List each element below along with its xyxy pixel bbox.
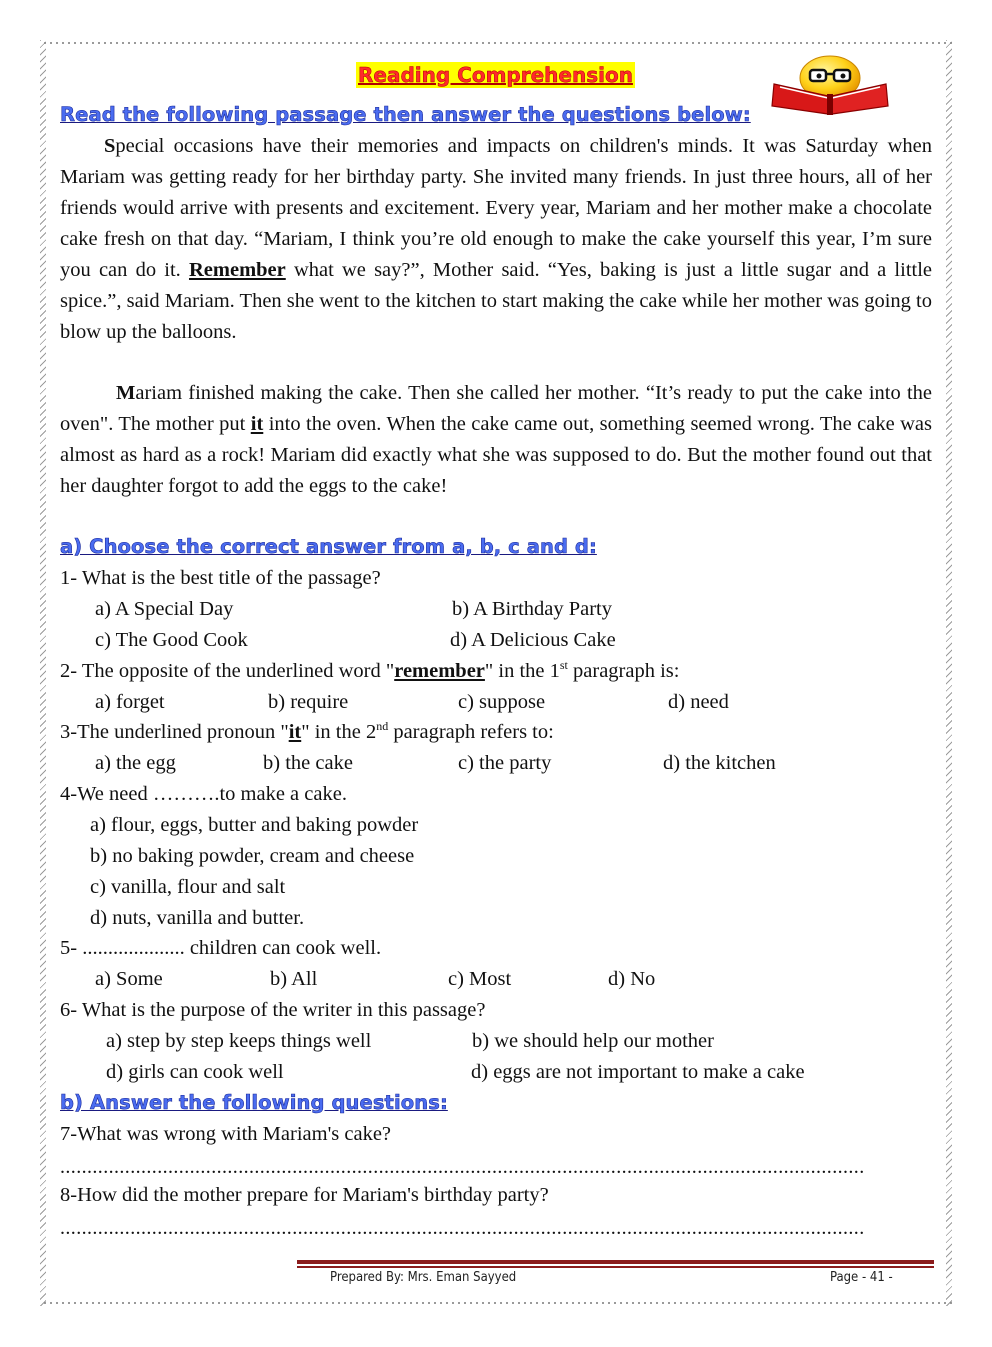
section-b-heading: b) Answer the following questions: bbox=[60, 1091, 448, 1114]
q5-option-d[interactable]: d) No bbox=[608, 968, 656, 990]
answer-line-q8[interactable]: ..................................................................................................................................................... bbox=[60, 1217, 865, 1239]
question-5: 5- .................... children can cook well. bbox=[60, 937, 382, 959]
q5-option-c[interactable]: c) Most bbox=[448, 968, 512, 990]
underlined-word-remember: Remember bbox=[188, 259, 286, 281]
question-8: 8-How did the mother prepare for Mariam's birthday party? bbox=[60, 1184, 549, 1206]
question-text: 3-The underlined pronoun " bbox=[60, 721, 289, 743]
q1-option-c[interactable]: c) The Good Cook bbox=[95, 629, 248, 651]
page-border-bottom bbox=[42, 1300, 952, 1306]
q1-option-b[interactable]: b) A Birthday Party bbox=[452, 598, 613, 620]
q4-option-c[interactable]: c) vanilla, flour and salt bbox=[90, 876, 286, 898]
q1-option-a[interactable]: a) A Special Day bbox=[95, 598, 234, 620]
q6-option-a[interactable]: a) step by step keeps things well bbox=[106, 1030, 372, 1052]
q3-option-a[interactable]: a) the egg bbox=[95, 752, 176, 774]
question-text: paragraph is: bbox=[567, 660, 680, 682]
question-2 bbox=[60, 656, 679, 687]
q4-option-a[interactable]: a) flour, eggs, butter and baking powder bbox=[90, 814, 419, 836]
footer-rule bbox=[297, 1260, 934, 1264]
underlined-word: remember bbox=[394, 660, 485, 682]
footer-rule-thin bbox=[297, 1266, 934, 1268]
underlined-word: it bbox=[288, 721, 302, 743]
answer-line-q7[interactable]: ..................................................................................................................................................... bbox=[60, 1156, 865, 1178]
q4-option-b[interactable]: b) no baking powder, cream and cheese bbox=[90, 845, 415, 867]
question-text: " in the 1 bbox=[484, 660, 560, 682]
q5-option-a[interactable]: a) Some bbox=[95, 968, 163, 990]
drop-letter: S bbox=[104, 135, 116, 157]
paragraph-text: ariam finished making the cake. Then she called her mother. “It’s ready to put the cake into the oven". The mother put bbox=[60, 382, 932, 435]
footer-page-number: Page - 41 - bbox=[830, 1270, 893, 1285]
q6-option-b[interactable]: b) we should help our mother bbox=[472, 1030, 714, 1052]
q3-option-b[interactable]: b) the cake bbox=[263, 752, 353, 774]
section-a-heading: a) Choose the correct answer from a, b, c and d: bbox=[60, 535, 597, 558]
q2-option-b[interactable]: b) require bbox=[268, 691, 349, 713]
q2-option-a[interactable]: a) forget bbox=[95, 691, 165, 713]
footer-author: Prepared By: Mrs. Eman Sayyed bbox=[330, 1270, 517, 1285]
passage-paragraph-2 bbox=[60, 378, 932, 502]
page-border-right bbox=[946, 40, 952, 1306]
question-1: 1- What is the best title of the passage? bbox=[60, 567, 381, 589]
paragraph-text: into the oven. When the cake came out, something seemed wrong. The cake was almost as hard as a rock! Mariam did exactly what she was supposed to do. But the mother found out that her daughter forgot to add the eggs to the cake! bbox=[60, 413, 932, 497]
instruction-heading: Read the following passage then answer the questions below: bbox=[60, 103, 751, 126]
question-6: 6- What is the purpose of the writer in this passage? bbox=[60, 999, 486, 1021]
question-text: " in the 2 bbox=[301, 721, 377, 743]
page-title: Reading Comprehension bbox=[358, 63, 633, 87]
reading-smiley-icon bbox=[764, 54, 900, 116]
page-border-top bbox=[42, 40, 952, 46]
question-text: 2- The opposite of the underlined word " bbox=[60, 660, 395, 682]
q1-option-d[interactable]: d) A Delicious Cake bbox=[450, 629, 616, 651]
q3-option-c[interactable]: c) the party bbox=[458, 752, 552, 774]
q6-option-c[interactable]: d) girls can cook well bbox=[106, 1061, 284, 1083]
paragraph-text: what we say?”, Mother said. “Yes, baking is just a little sugar and a little spice.”, said Mariam. Then she went to the kitchen to start making the cake while her mother was going to blow up the balloons. bbox=[60, 259, 933, 343]
q2-option-d[interactable]: d) need bbox=[668, 691, 729, 713]
question-3 bbox=[60, 717, 554, 748]
ordinal-suffix: st bbox=[559, 658, 568, 673]
ordinal-suffix: nd bbox=[376, 719, 389, 734]
paragraph-text: pecial occasions have their memories and impacts on children's minds. It was Saturday when Mariam was getting ready for her birthday party. She invited many friends. In just three hours, all of her friends would arrive with presents and excitement. Every year, Mariam and her mother make a chocolate cake fresh on that day. “Mariam, I think you’re old enough to make the cake yourself this year, I’m sure you can do it. bbox=[60, 135, 932, 281]
question-4: 4-We need ……….to make a cake. bbox=[60, 783, 347, 805]
drop-letter: M bbox=[116, 382, 136, 404]
question-text: paragraph refers to: bbox=[388, 721, 554, 743]
passage-paragraph-1 bbox=[60, 131, 932, 348]
q6-option-d[interactable]: d) eggs are not important to make a cake bbox=[471, 1061, 805, 1083]
question-7: 7-What was wrong with Mariam's cake? bbox=[60, 1123, 392, 1145]
q3-option-d[interactable]: d) the kitchen bbox=[663, 752, 776, 774]
q4-option-d[interactable]: d) nuts, vanilla and butter. bbox=[90, 907, 305, 929]
underlined-word-it: it bbox=[250, 413, 264, 435]
q2-option-c[interactable]: c) suppose bbox=[458, 691, 546, 713]
q5-option-b[interactable]: b) All bbox=[270, 968, 318, 990]
page-border-left bbox=[40, 40, 46, 1306]
